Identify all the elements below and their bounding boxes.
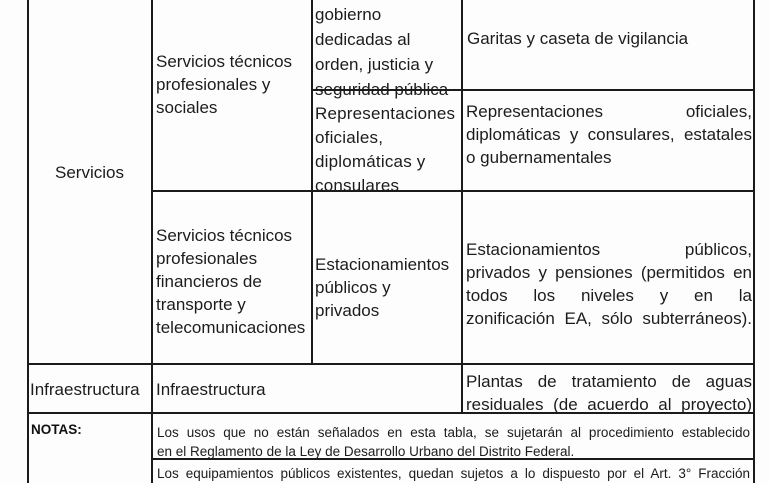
cell-rowC-detail: Estacionamientos públicos, privados y pensiones (permitidos en todos los niveles y en la zonificación EA, sólo subterráneos). bbox=[466, 240, 752, 328]
table-border-col1-col2 bbox=[311, 0, 313, 364]
notas-label: NOTAS: bbox=[31, 422, 82, 437]
table-border-col0-col1 bbox=[151, 0, 153, 483]
cell-rowB-use: Representaciones oficiales, diplomáticas y consulares bbox=[315, 104, 456, 195]
cell-rowC-subcategory: Servicios técnicos profesionales financieros de transporte y telecomunicaciones bbox=[156, 226, 306, 337]
cell-rowD-detail: Plantas de tratamiento de aguas residuales (de acuerdo al proyecto) bbox=[466, 372, 752, 414]
cell-rowA-use: gobierno dedicadas al orden, justicia y seguridad pública bbox=[315, 5, 449, 99]
cell-rowC-use: Estacionamientos públicos y privados bbox=[315, 255, 450, 320]
cell-rowA-detail: Garitas y caseta de vigilancia bbox=[467, 29, 689, 48]
category-servicios: Servicios bbox=[55, 163, 124, 182]
table-border-col2-col3 bbox=[461, 0, 463, 413]
note-1: Los usos que no están señalados en esta tabla, se sujetarán al procedimiento establecido en el Reglamento de la Ley de Desarrollo Urbano del Distrito Federal. bbox=[157, 425, 750, 459]
table-border-right bbox=[753, 0, 755, 483]
category-infraestructura: Infraestructura bbox=[30, 380, 140, 399]
table-border-rowC-rowD bbox=[27, 363, 755, 365]
table-border-left bbox=[27, 0, 29, 483]
cell-rowB-detail: Representaciones oficiales, diplomáticas y consulares, estatales o gubernamentales bbox=[466, 102, 752, 167]
cell-rowD-subcategory: Infraestructura bbox=[156, 380, 266, 399]
note-2: Los equipamientos públicos existentes, quedan sujetos a lo dispuesto por el Art. 3° Fracción bbox=[157, 466, 750, 481]
cell-rowA-subcategory: Servicios técnicos profesionales y sociales bbox=[156, 52, 293, 117]
